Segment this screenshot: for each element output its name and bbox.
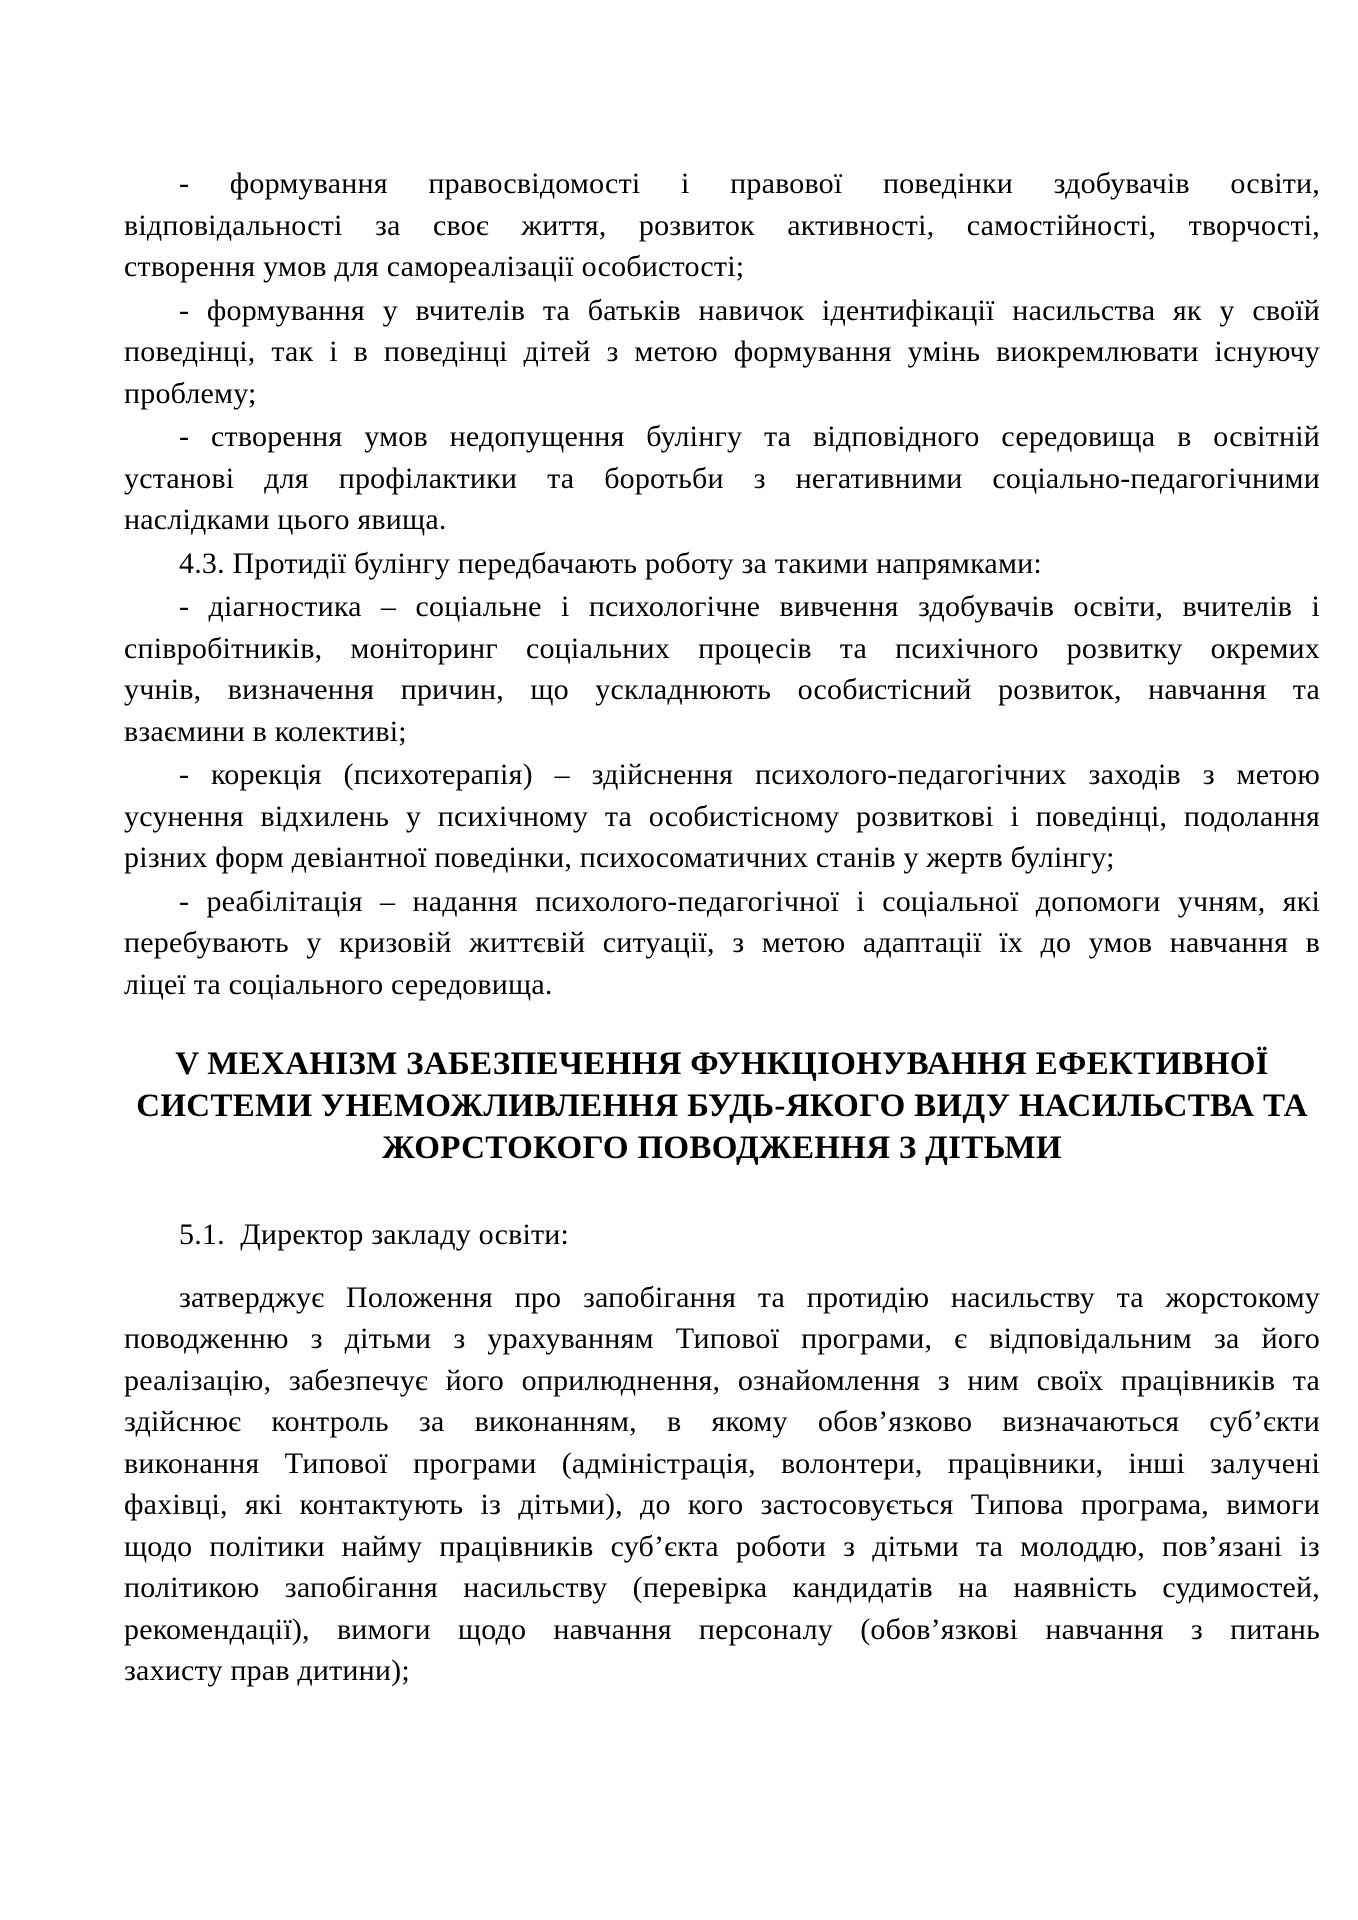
clause-paragraph-8 — [124, 1214, 1320, 1256]
text-line: перебувають у кризовій життєвій ситуації, з метою адаптації їх до умов навчання в — [124, 926, 1320, 959]
body-paragraph-1 — [124, 290, 1320, 415]
text-line: захисту прав дитини); — [124, 1654, 410, 1687]
document-page — [124, 163, 1320, 1692]
text-line: проблему; — [124, 376, 257, 410]
text-line: здійснює контроль за виконанням, в якому обов’язково визначаються суб’єкти — [124, 1405, 1320, 1438]
body-paragraph-4 — [124, 586, 1320, 752]
text-line: реалізацію, забезпечує його оприлюднення, ознайомлення з ним своїх працівників та — [124, 1363, 1320, 1397]
text-line: створення умов для самореалізації особистості; — [124, 250, 745, 283]
heading-line: СИСТЕМИ УНЕМОЖЛИВЛЕННЯ БУДЬ-ЯКОГО ВИДУ НАСИЛЬСТВА ТА — [136, 1088, 1308, 1124]
text-line: наслідками цього явища. — [124, 503, 447, 536]
body-paragraph-5 — [124, 754, 1320, 879]
text-line: 5.1. Директор закладу освіти: — [179, 1218, 570, 1251]
text-line: затверджує Положення про запобігання та протидію насильству та жорстокому — [179, 1280, 1320, 1314]
text-line: - діагностика – соціальне і психологічне вивчення здобувачів освіти, вчителів і — [179, 590, 1320, 623]
text-line: співробітників, моніторинг соціальних процесів та психічного розвитку окремих — [124, 631, 1320, 665]
heading-line: V МЕХАНІЗМ ЗАБЕЗПЕЧЕННЯ ФУНКЦІОНУВАННЯ ЕФЕКТИВНОЇ — [175, 1046, 1269, 1082]
body-paragraph-0 — [124, 163, 1320, 288]
text-line: 4.3. Протидії булінгу передбачають роботу за такими напрямками: — [179, 546, 1042, 580]
text-line: установі для профілактики та боротьби з негативними соціально-педагогічними — [124, 461, 1320, 495]
body-paragraph-2 — [124, 416, 1320, 541]
text-line: - корекція (психотерапія) – здійснення психолого-педагогічних заходів з метою — [179, 758, 1320, 791]
section-heading-7 — [124, 1043, 1320, 1169]
body-paragraph-6 — [124, 881, 1320, 1006]
body-paragraph-3 — [124, 543, 1320, 585]
text-line: поведінці, так і в поведінці дітей з метою формування умінь виокремлювати існуючу — [124, 335, 1320, 368]
text-line: політикою запобігання насильству (перевірка кандидатів на наявність судимостей, — [124, 1571, 1320, 1604]
heading-line: ЖОРСТОКОГО ПОВОДЖЕННЯ З ДІТЬМИ — [382, 1130, 1062, 1166]
text-line: виконання Типової програми (адміністрація, волонтери, працівники, інші залучені — [124, 1446, 1320, 1480]
text-line: взаємини в колективі; — [124, 714, 407, 748]
text-line: учнів, визначення причин, що ускладнюють особистісний розвиток, навчання та — [124, 673, 1320, 706]
body-paragraph-9 — [124, 1277, 1320, 1692]
text-line: відповідальності за своє життя, розвиток активності, самостійності, творчості, — [124, 208, 1320, 242]
text-line: щодо політики найму працівників суб’єкта роботи з дітьми та молоддю, пов’язані із — [124, 1529, 1320, 1563]
text-line: усунення відхилень у психічному та особистісному розвиткові і поведінці, подолання — [124, 799, 1320, 833]
text-line: фахівці, які контактують із дітьми), до кого застосовується Типова програма, вимоги — [124, 1488, 1320, 1521]
text-line: - реабілітація – надання психолого-педагогічної і соціальної допомоги учням, які — [179, 884, 1320, 918]
text-line: - формування у вчителів та батьків навичок ідентифікації насильства як у своїй — [179, 293, 1320, 327]
text-line: поводженню з дітьми з урахуванням Типової програми, є відповідальним за його — [124, 1322, 1320, 1355]
text-line: - формування правосвідомості і правової поведінки здобувачів освіти, — [179, 167, 1320, 200]
text-line: рекомендації), вимоги щодо навчання персоналу (обов’язкові навчання з питань — [124, 1612, 1320, 1646]
text-line: різних форм девіантної поведінки, психосоматичних станів у жертв булінгу; — [124, 841, 1115, 874]
text-line: - створення умов недопущення булінгу та відповідного середовища в освітній — [179, 420, 1320, 453]
text-line: ліцеї та соціального середовища. — [124, 967, 553, 1001]
